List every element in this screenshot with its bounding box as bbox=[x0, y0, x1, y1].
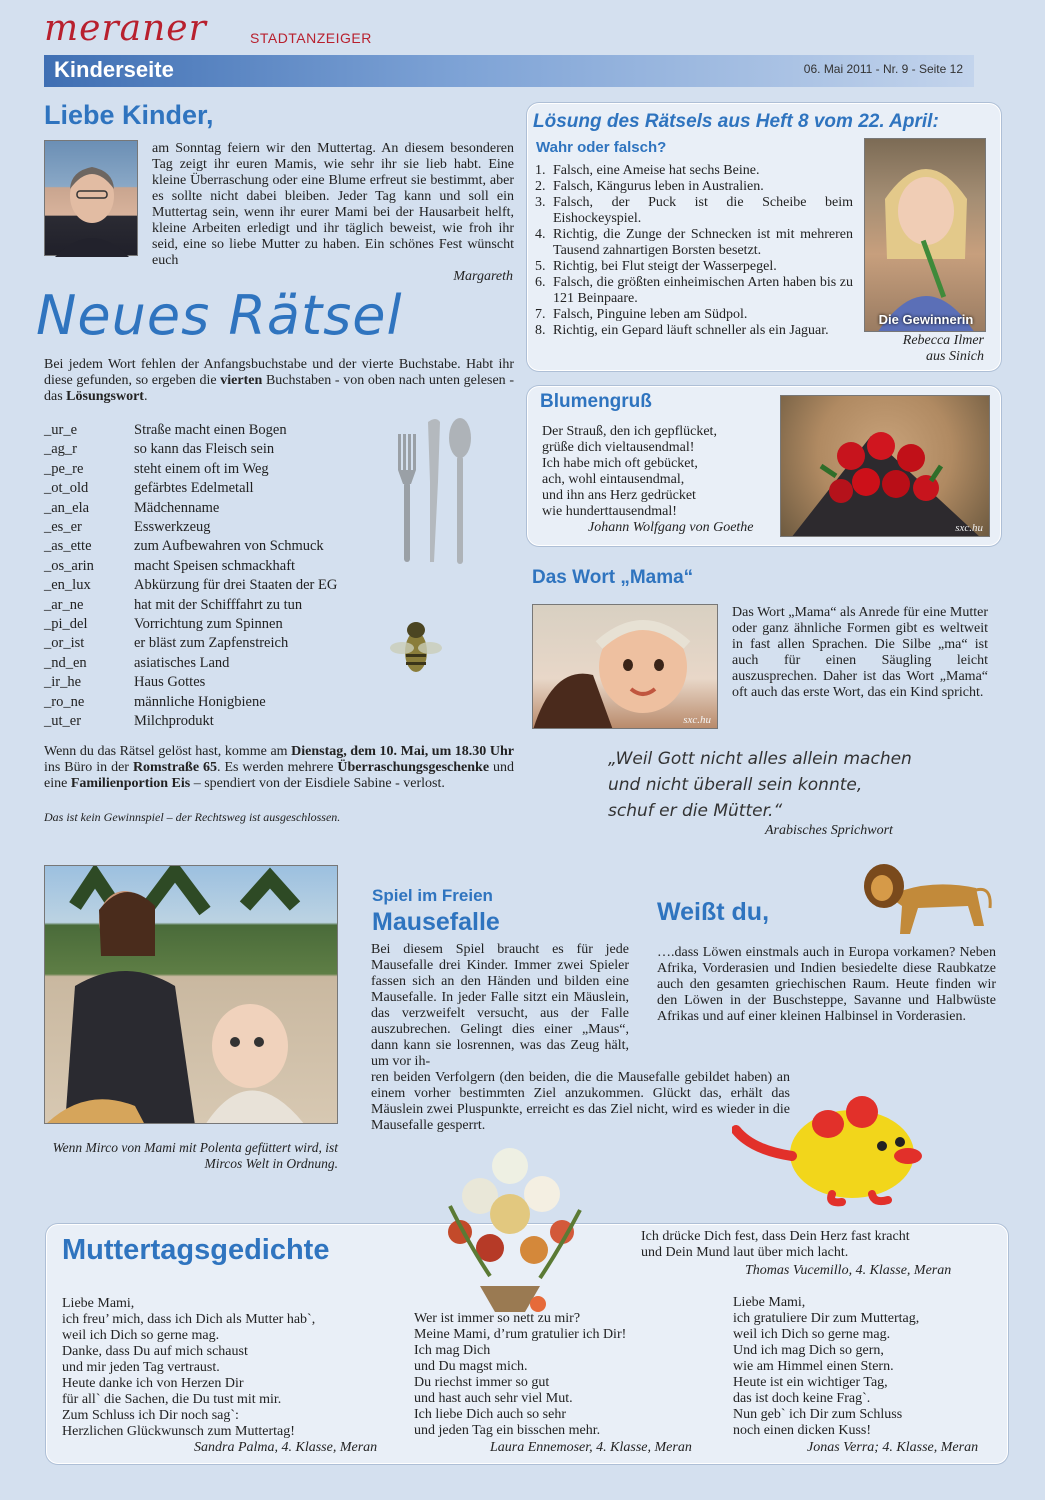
section-title: Kinderseite bbox=[54, 57, 174, 82]
puzzle-intro bbox=[44, 357, 514, 405]
winner-label: Die Gewinnerin bbox=[878, 312, 974, 327]
poem-line: und Du magst mich. bbox=[414, 1359, 528, 1374]
spiel-title: Mausefalle bbox=[372, 908, 500, 936]
solution-number: 3. bbox=[535, 195, 546, 210]
solution-subtitle: Wahr oder falsch? bbox=[536, 139, 667, 156]
clue-hint: hat mit der Schifffahrt zu tun bbox=[134, 596, 303, 613]
solution-title: Lösung des Rätsels aus Heft 8 vom 22. April: bbox=[533, 111, 939, 132]
solution-text: Richtig, ein Gepard läuft schneller als ein Jaguar. bbox=[553, 323, 829, 338]
portrait-illustration bbox=[45, 141, 139, 257]
intro-text: Bei jedem Wort fehlen der Anfangsbuchstabe und der vierte Buchstabe. Habt ihr diese gefunden, so ergeben die bbox=[44, 357, 514, 388]
gedicht-3-author: Jonas Verra; 4. Klasse, Meran bbox=[807, 1440, 979, 1455]
letter-title: Liebe Kinder, bbox=[44, 100, 214, 130]
clue-row bbox=[44, 518, 374, 537]
clue-word: _as_ette bbox=[44, 538, 92, 555]
clue-row bbox=[44, 421, 374, 440]
clue-hint: Milchprodukt bbox=[134, 713, 214, 730]
clue-row bbox=[44, 693, 374, 712]
solution-number: 6. bbox=[535, 275, 546, 290]
solution-text: Falsch, eine Ameise hat sechs Beine. bbox=[553, 163, 760, 178]
solution-text: Falsch, Kängurus leben in Australien. bbox=[553, 179, 764, 194]
author-portrait bbox=[44, 140, 138, 256]
poem-line: das ist doch keine Frag`. bbox=[733, 1391, 871, 1406]
clue-word: _ro_ne bbox=[44, 693, 85, 710]
solution-text: Richtig, die Zunge der Schnecken ist mit mehreren Tausend zahnartigen Borsten besetzt. bbox=[553, 227, 853, 258]
clue-hint: Vorrichtung zum Spinnen bbox=[134, 616, 283, 633]
puzzle-title: Neues Rätsel bbox=[36, 284, 403, 347]
bouquet-image bbox=[430, 1136, 600, 1316]
gedicht-top bbox=[641, 1229, 910, 1261]
poem-line: Ich liebe Dich auch so sehr bbox=[414, 1407, 566, 1422]
poem-line: Zum Schluss ich Dir noch sag`: bbox=[62, 1408, 239, 1423]
roses-credit: sxc.hu bbox=[955, 522, 983, 534]
clue-hint: Mädchenname bbox=[134, 499, 220, 516]
intro-text: . bbox=[143, 389, 148, 404]
mother-child-illustration bbox=[45, 866, 338, 1124]
poem-line: ach, wohl eintausendmal, bbox=[542, 472, 685, 487]
mother-child-photo bbox=[44, 865, 338, 1124]
clue-hint: er bläst zum Zapfenstreich bbox=[134, 635, 289, 652]
solution-item bbox=[535, 323, 853, 339]
poem-line: Ich drücke Dich fest, dass Dein Herz fast kracht bbox=[641, 1229, 910, 1244]
poem-line: Liebe Mami, bbox=[62, 1296, 135, 1311]
winner-illustration bbox=[865, 139, 986, 332]
clue-word: _or_ist bbox=[44, 635, 85, 652]
clue-hint: steht einem oft im Weg bbox=[134, 460, 269, 477]
clue-row bbox=[44, 557, 374, 576]
gedicht-top-author: Thomas Vucemillo, 4. Klasse, Meran bbox=[745, 1263, 952, 1278]
winner-name bbox=[903, 333, 984, 365]
clue-row bbox=[44, 460, 374, 479]
letter-text: am Sonntag feiern wir den Muttertag. An diesem besonderen Tag zeigt ihr euren Mamis, wie sehr ihr sie lieb habt. Eine kleine Überraschung oder eine Blume erfreut sie bestimmt, aber es sollte nicht dabei bleiben. Jeder Tag kann und soll ein Muttertag sein, wenn ihr eurer Mami bei der Hausarbeit helft, kleine Arbeiten erledigt und ihr täglich beweist, wie froh ihr seid, eine so liebe Mutter zu haben. Ein schönes Fest wünscht euch bbox=[152, 141, 514, 268]
blumengruss-author: Johann Wolfgang von Goethe bbox=[588, 520, 754, 535]
poem-line: weil ich Dich so gerne mag. bbox=[733, 1327, 891, 1342]
solution-number: 8. bbox=[535, 323, 546, 338]
bee-image bbox=[390, 612, 442, 684]
poem-line: Wer ist immer so nett zu mir? bbox=[414, 1311, 581, 1326]
poem-line: für all` die Sachen, die Du tust mit mir. bbox=[62, 1392, 282, 1407]
clue-row bbox=[44, 673, 374, 692]
clue-hint: Abkürzung für drei Staaten der EG bbox=[134, 577, 338, 594]
weisst-text: ….dass Löwen einstmals auch in Europa vorkamen? Neben Afrika, Vorderasien und Indien besiedelte diese Raubkatze auch den gesamten griechischen Raum. Heute finden wir den Löwen in der Buschsteppe, Savanne und Halbwüste Afrikas und auf einer kleinen Halbinsel in Vorderasien. bbox=[657, 945, 996, 1024]
mama-text: Das Wort „Mama“ als Anrede für eine Mutter oder ganz ähnliche Formen gibt es weltweit in fast allen Sprachen. Die Silbe „ma“ ist auch für einen Säugling leicht auszusprechen. Daher ist das Wort „Mama“ oft auch das erste Wort, das ein Kind spricht. bbox=[732, 605, 988, 700]
poem-line: Der Strauß, den ich gepflücket, bbox=[542, 424, 717, 439]
masthead-logo: meraner bbox=[44, 8, 207, 49]
quote-source: Arabisches Sprichwort bbox=[765, 823, 893, 838]
clue-word: _nd_en bbox=[44, 654, 87, 671]
solution-number: 7. bbox=[535, 307, 546, 322]
poem-line: und mir jeden Tag vertraust. bbox=[62, 1360, 220, 1375]
baby-photo bbox=[532, 604, 718, 729]
spiel-kicker: Spiel im Freien bbox=[372, 886, 493, 905]
poem-line: und jeden Tag ein bisschen mehr. bbox=[414, 1423, 601, 1438]
outro-text: Wenn du das Rätsel gelöst hast, komme am bbox=[44, 744, 292, 759]
solution-item bbox=[535, 227, 853, 259]
clue-hint: macht Speisen schmackhaft bbox=[134, 557, 296, 574]
clue-row bbox=[44, 712, 374, 731]
clue-hint: männliche Honigbiene bbox=[134, 693, 266, 710]
poem-line: und Dein Mund laut über mich lacht. bbox=[641, 1245, 849, 1260]
photo-caption: Wenn Mirco von Mami mit Polenta gefüttert wird, ist Mircos Welt in Ordnung. bbox=[52, 1140, 338, 1171]
outro-text: und eine bbox=[44, 760, 515, 791]
clue-hint: so kann das Fleisch sein bbox=[134, 441, 275, 458]
poem-line: Liebe Mami, bbox=[733, 1295, 806, 1310]
clue-word: _an_ela bbox=[44, 499, 90, 516]
puzzle-outro bbox=[44, 744, 514, 792]
outro-bold: Überraschungsgeschenke bbox=[337, 760, 490, 775]
solution-list bbox=[535, 163, 853, 339]
poem-line: ich gratuliere Dir zum Muttertag, bbox=[733, 1311, 920, 1326]
puzzle-disclaimer: Das ist kein Gewinnspiel – der Rechtsweg ist ausgeschlossen. bbox=[44, 810, 341, 824]
letter-signature: Margareth bbox=[453, 269, 513, 284]
poem-line: noch einen dicken Kuss! bbox=[733, 1423, 872, 1438]
clue-row bbox=[44, 615, 374, 634]
clue-word: _ur_e bbox=[44, 422, 78, 438]
solution-item bbox=[535, 195, 853, 227]
clue-hint: Straße macht einen Bogen bbox=[134, 422, 287, 438]
outro-text: . Es werden mehrere bbox=[217, 760, 338, 775]
poem-line: wie am Himmel einen Stern. bbox=[733, 1359, 894, 1374]
weisst-title: Weißt du, bbox=[657, 898, 770, 926]
poem-line: weil ich Dich so gerne mag. bbox=[62, 1328, 220, 1343]
outro-bold: Romstraße 65 bbox=[132, 760, 217, 775]
solution-item bbox=[535, 307, 853, 323]
winner-name-line: aus Sinich bbox=[926, 349, 984, 364]
clue-hint: Haus Gottes bbox=[134, 674, 206, 691]
clue-hint: zum Aufbewahren von Schmuck bbox=[134, 538, 324, 555]
clue-row bbox=[44, 576, 374, 595]
clue-row bbox=[44, 499, 374, 518]
gedicht-1-author: Sandra Palma, 4. Klasse, Meran bbox=[194, 1440, 378, 1455]
outro-bold: Familienportion Eis bbox=[70, 776, 191, 791]
spiel-text-continued: ren beiden Verfolgern (den beiden, die die Mausefalle gebildet haben) an einem vorher bestimmten Ziel anzukommen. Glückt das, erhält das Mäuslein zwei Pluspunkte, erreicht es das Ziel nicht, wird es wieder in die Mausefalle gesperrt. bbox=[371, 1070, 790, 1133]
masthead bbox=[44, 8, 644, 50]
baby-illustration bbox=[533, 605, 718, 729]
blumengruss-poem bbox=[542, 424, 717, 520]
poem-line: Herzlichen Glückwunsch zum Muttertag! bbox=[62, 1424, 295, 1439]
solution-item bbox=[535, 275, 853, 307]
solution-text: Falsch, der Puck ist die Scheibe beim Eishockeyspiel. bbox=[553, 195, 853, 226]
solution-number: 2. bbox=[535, 179, 546, 194]
poem-line: wie hunderttausendmal! bbox=[542, 504, 677, 519]
clue-list bbox=[44, 421, 374, 732]
baby-credit: sxc.hu bbox=[683, 714, 711, 726]
quote-line: und nicht überall sein konnte, bbox=[608, 775, 863, 795]
poem-line: Nun geb` ich Dir zum Schluss bbox=[733, 1407, 903, 1422]
solution-text: Richtig, bei Flut steigt der Wasserpegel. bbox=[553, 259, 777, 274]
mama-title: Das Wort „Mama“ bbox=[532, 567, 694, 588]
clue-hint: Esswerkzeug bbox=[134, 519, 211, 536]
gedicht-2-author: Laura Ennemoser, 4. Klasse, Meran bbox=[490, 1440, 692, 1455]
clue-row bbox=[44, 634, 374, 653]
masthead-subtitle: STADTANZEIGER bbox=[250, 30, 372, 46]
poem-line: und ihn ans Herz gedrücket bbox=[542, 488, 696, 503]
clue-word: _en_lux bbox=[44, 577, 91, 594]
clue-word: _os_arin bbox=[44, 557, 94, 574]
poem-line: grüße dich vieltausendmal! bbox=[542, 440, 695, 455]
intro-bold: Lösungswort bbox=[66, 389, 144, 404]
poem-line: Ich mag Dich bbox=[414, 1343, 491, 1358]
clue-word: _ot_old bbox=[44, 480, 89, 497]
gedicht-2 bbox=[414, 1311, 626, 1439]
poem-line: ich freu’ mich, dass ich Dich als Mutter hab`, bbox=[62, 1312, 316, 1327]
gedicht-3 bbox=[733, 1295, 919, 1439]
solution-item bbox=[535, 179, 853, 195]
poem-line: Heute ist ein wichtiger Tag, bbox=[733, 1375, 888, 1390]
spiel-text: Bei diesem Spiel braucht es für jede Mausefalle drei Kinder. Immer zwei Spieler fassen sich an den Händen und bilden eine Mausefalle. In jeder Falle sitzt ein Mäuslein, das verzweifelt versucht, aus der Falle auszubrechen. Gelingt dies einer „Maus“, dann kann sie losrennen, was das Zeug hält, um vor ih- bbox=[371, 942, 629, 1069]
solution-item bbox=[535, 163, 853, 179]
solution-number: 5. bbox=[535, 259, 546, 274]
solution-number: 1. bbox=[535, 163, 546, 178]
quote-line: schuf er die Mütter.“ bbox=[608, 801, 783, 821]
intro-bold: vierten bbox=[220, 373, 263, 388]
clue-word: _ir_he bbox=[44, 674, 82, 691]
clue-row bbox=[44, 479, 374, 498]
poem-line: Danke, dass Du auf mich schaust bbox=[62, 1344, 248, 1359]
gedicht-1 bbox=[62, 1296, 315, 1440]
clue-word: _ag_r bbox=[44, 441, 78, 458]
solution-number: 4. bbox=[535, 227, 546, 242]
poem-line: Und ich mag Dich so gern, bbox=[733, 1343, 884, 1358]
blumengruss-title: Blumengruß bbox=[540, 391, 652, 412]
roses-photo bbox=[780, 395, 990, 537]
issue-info: 06. Mai 2011 - Nr. 9 - Seite 12 bbox=[803, 62, 963, 76]
clue-row bbox=[44, 440, 374, 459]
intro-text: Buchstaben - von oben nach unten gelesen - das bbox=[44, 373, 514, 404]
poem-line: Du riechst immer so gut bbox=[414, 1375, 550, 1390]
clue-row bbox=[44, 537, 374, 556]
clue-word: _ut_er bbox=[44, 713, 82, 730]
poem-line: und hast auch sehr viel Mut. bbox=[414, 1391, 573, 1406]
mouse-toy-image bbox=[732, 1090, 942, 1208]
clue-word: _es_er bbox=[44, 519, 82, 536]
quote-line: „Weil Gott nicht alles allein machen bbox=[608, 749, 912, 769]
clue-hint: asiatisches Land bbox=[134, 654, 230, 671]
solution-text: Falsch, die größten einheimischen Arten haben bis zu 121 Beinpaare. bbox=[553, 275, 853, 306]
gedichte-title: Muttertagsgedichte bbox=[62, 1234, 330, 1266]
cutlery-image bbox=[380, 412, 480, 572]
solution-text: Falsch, Pinguine leben am Südpol. bbox=[553, 307, 748, 322]
roses-illustration bbox=[781, 396, 990, 537]
clue-row bbox=[44, 596, 374, 615]
clue-word: _pi_del bbox=[44, 616, 88, 633]
outro-text: ins Büro in der bbox=[44, 760, 133, 775]
winner-name-line: Rebecca Ilmer bbox=[902, 333, 984, 348]
poem-line: Ich habe mich oft gebücket, bbox=[542, 456, 698, 471]
mama-quote bbox=[608, 746, 912, 824]
solution-item bbox=[535, 259, 853, 275]
poem-line: Meine Mami, d’rum gratulier ich Dir! bbox=[414, 1327, 627, 1342]
outro-bold: Dienstag, dem 10. Mai, um 18.30 Uhr bbox=[291, 744, 514, 759]
clue-row bbox=[44, 654, 374, 673]
clue-hint: gefärbtes Edelmetall bbox=[134, 480, 254, 497]
clue-word: _pe_re bbox=[44, 460, 84, 477]
poem-line: Heute danke ich von Herzen Dir bbox=[62, 1376, 244, 1391]
outro-text: – spendiert von der Eisdiele Sabine - verlost. bbox=[190, 776, 445, 791]
winner-photo bbox=[864, 138, 986, 332]
clue-word: _ar_ne bbox=[44, 596, 84, 613]
lion-image bbox=[858, 856, 998, 938]
